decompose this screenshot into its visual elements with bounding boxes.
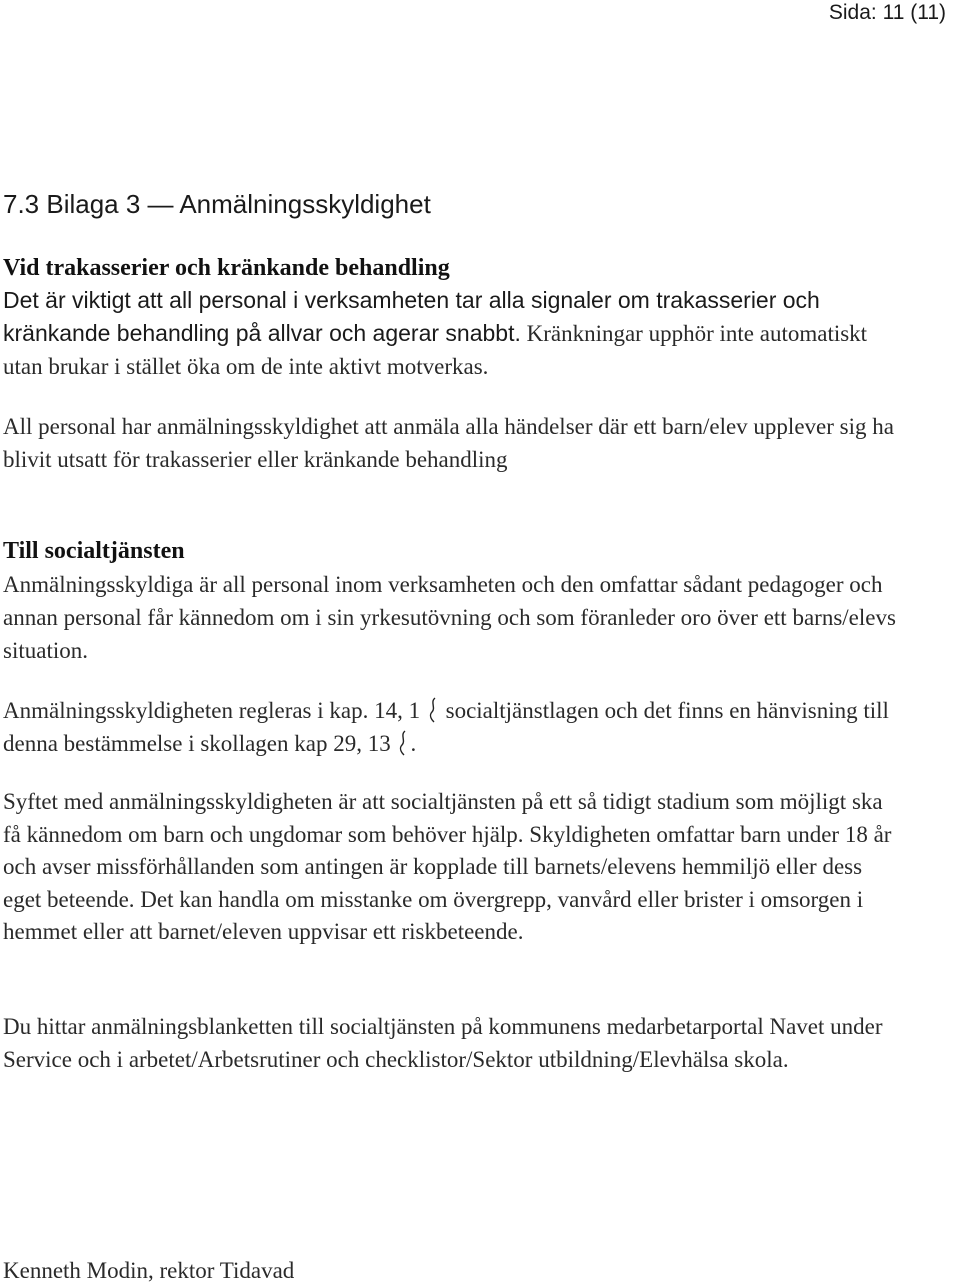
regleras-part3: . xyxy=(410,731,417,756)
section-sign-icon xyxy=(426,696,440,724)
signature: Kenneth Modin, rektor Tidavad xyxy=(3,1258,295,1283)
paragraph-regleras xyxy=(3,694,903,760)
section-title: 7.3 Bilaga 3 — Anmälningsskyldighet xyxy=(3,189,431,219)
paragraph-anmalningsskyldiga: Anmälningsskyldiga är all personal inom verksamheten och den omfattar sådant pedagoger och annan personal får kännedom om i sin yrkesutövning och som föranleder oro över ett barns/elevs situation. xyxy=(3,572,896,663)
section-sign-icon xyxy=(396,729,410,757)
regleras-part1: Anmälningsskyldigheten regleras i kap. 14, 1 xyxy=(3,698,426,723)
paragraph-all-personal: All personal har anmälningsskyldighet att anmäla alla händelser där ett barn/elev upplever sig ha blivit utsatt för trakasserier eller kränkande behandling xyxy=(3,414,894,472)
heading-vid-trakasserier: Vid trakasserier och kränkande behandling xyxy=(3,255,450,281)
paragraph-intro xyxy=(3,284,903,383)
heading-till-socialtjansten: Till socialtjänsten xyxy=(3,538,185,564)
intro-text-serif: Kränkningar upphör inte automatiskt utan brukar i stället öka om de inte aktivt motverkas. xyxy=(3,321,868,379)
regleras-part2: socialtjänstlagen och det finns en hänvisning till denna bestämmelse i skollagen kap 29, 13 xyxy=(3,698,889,756)
paragraph-syftet: Syftet med anmälningsskyldigheten är att socialtjänsten på ett så tidigt stadium som möjligt ska få kännedom om barn och ungdomar som behöver hjälp. Skyldigheten omfattar barn under 18 år och avser missförhållanden som antingen är kopplade till barnets/elevens hemmiljö eller dess eget beteende. Det kan handla om misstanke om övergrepp, vanvård eller brister i omsorgen i hemmet eller att barnet/eleven uppvisar ett riskbeteende. xyxy=(3,789,892,944)
page-number: Sida: 11 (11) xyxy=(828,1,946,24)
intro-text-sans: Det är viktigt att all personal i verksamheten tar alla signaler om trakasserier och kränkande behandling på allvar och agerar snabbt. xyxy=(3,287,820,346)
paragraph-blankett: Du hittar anmälningsblanketten till socialtjänsten på kommunens medarbetarportal Navet under Service och i arbetet/Arbetsrutiner och checklistor/Sektor utbildning/Elevhälsa skola. xyxy=(3,1014,883,1072)
